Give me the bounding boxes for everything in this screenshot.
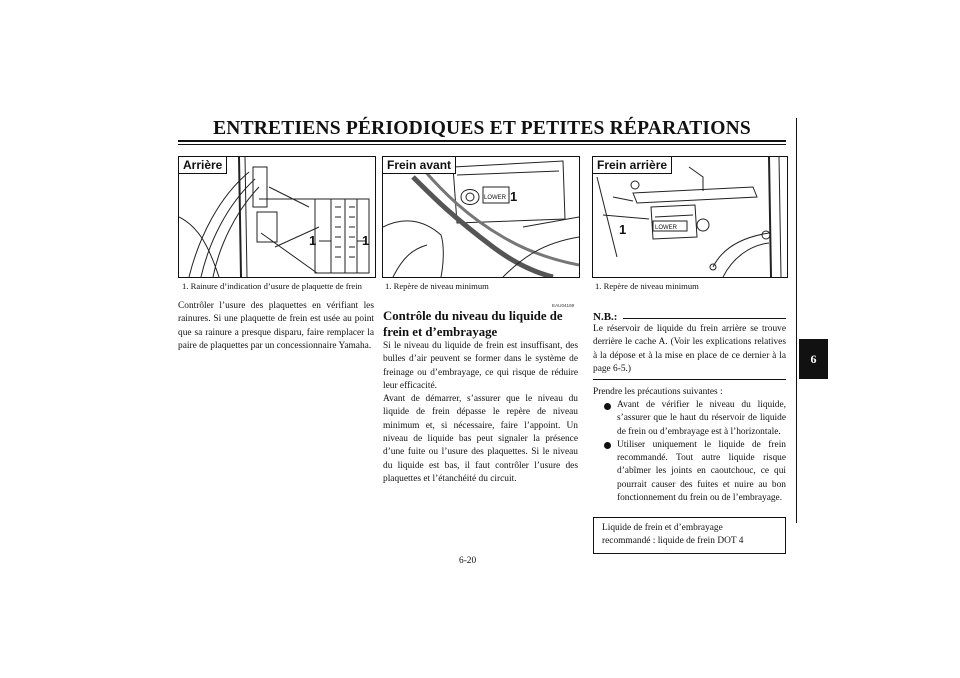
recommended-fluid-box [593, 517, 786, 554]
figure-caption: 1. Repère de niveau minimum [385, 281, 489, 291]
paragraph-1: Si le niveau du liquide de frein est insuffisant, des bulles d’air peuvent se former dans le système de freinage ou d’embrayage, ce qui risque de réduire leur efficacité. [383, 341, 578, 391]
paragraph-2: Avant de démarrer, s’assurer que le niveau du liquide de frein dépasse le repère de niveau minimum et, si nécessaire, faire l’appoint. Un niveau de liquide bas peut signaler la présence d’une fuite ou l’usure des plaquettes. Si le niveau du liquide est bas, il faut contrôler l’usure des plaquettes et l’étanchéité du circuit. [383, 394, 578, 484]
nb-rule-top [623, 318, 786, 319]
bullet-icon [604, 403, 611, 410]
chapter-tab: 6 [799, 339, 828, 379]
figure-rear-brake-reservoir [592, 156, 788, 278]
figure-label: Frein avant [383, 157, 456, 174]
list-item: Avant de vérifier le niveau du liquide, s’assurer que le haut du réservoir de liquide de frein ou d’embrayage est à l’horizontale. [593, 399, 786, 439]
pad-wear-paragraph: Contrôler l’usure des plaquettes en vérifiant les rainures. Si une plaquette de frein est usée au point que sa rainure a presque disparu, faire remplacer la paire de plaquettes par un concessionnaire Yamaha. [178, 301, 374, 351]
nb-rule-bottom [593, 379, 786, 380]
figure-label: Frein arrière [593, 157, 672, 174]
rear-brake-reservoir-illustration [593, 157, 787, 277]
callout-1-right: 1 [362, 233, 370, 248]
lower-marking: LOWER [655, 225, 678, 231]
nb-text: Le réservoir de liquide du frein arrière se trouve derrière le cache A. (Voir les explications relatives à la dépose et à la mise en place de ce dernier à la page 6-5.) [593, 324, 786, 374]
precautions-list [593, 399, 786, 505]
precautions-intro: Prendre les précautions suivantes : [593, 387, 723, 397]
lower-marking: LOWER [484, 195, 507, 201]
callout-1: 1 [619, 222, 627, 237]
figure-rear-brake-pads [178, 156, 376, 278]
box-line-1: Liquide de frein et d’embrayage [602, 523, 723, 533]
section-title: Contrôle du niveau du liquide de frein et d’embrayage [383, 309, 563, 339]
fluid-level-text [383, 340, 578, 486]
figure-caption: 1. Repère de niveau minimum [595, 281, 699, 291]
figure-caption: 1. Rainure d’indication d’usure de plaquette de frein [182, 281, 362, 291]
callout-1: 1 [510, 189, 518, 204]
figure-front-brake-reservoir [382, 156, 580, 278]
rear-brake-pad-illustration [179, 157, 375, 277]
figure-label: Arrière [179, 157, 227, 174]
callout-1-left: 1 [309, 233, 317, 248]
page-number: 6-20 [459, 556, 477, 566]
section-code: EAU04169 [552, 303, 575, 308]
front-brake-reservoir-illustration [383, 157, 579, 277]
bullet-icon [604, 442, 611, 449]
box-line-2: recommandé : liquide de frein DOT 4 [602, 536, 744, 547]
header-rule-thin [178, 144, 786, 145]
page-header-title: ENTRETIENS PÉRIODIQUES ET PETITES RÉPARATIONS [213, 118, 751, 139]
side-tab-rule [796, 118, 797, 523]
nb-label: N.B.: [593, 311, 618, 323]
header-rule [178, 140, 786, 142]
list-item: Utiliser uniquement le liquide de frein recommandé. Tout autre liquide risque d’abîmer les joints en caoutchouc, ce qui pourrait causer des fuites et nuire au bon fonctionnement du frein ou de l’embrayage. [593, 439, 786, 505]
